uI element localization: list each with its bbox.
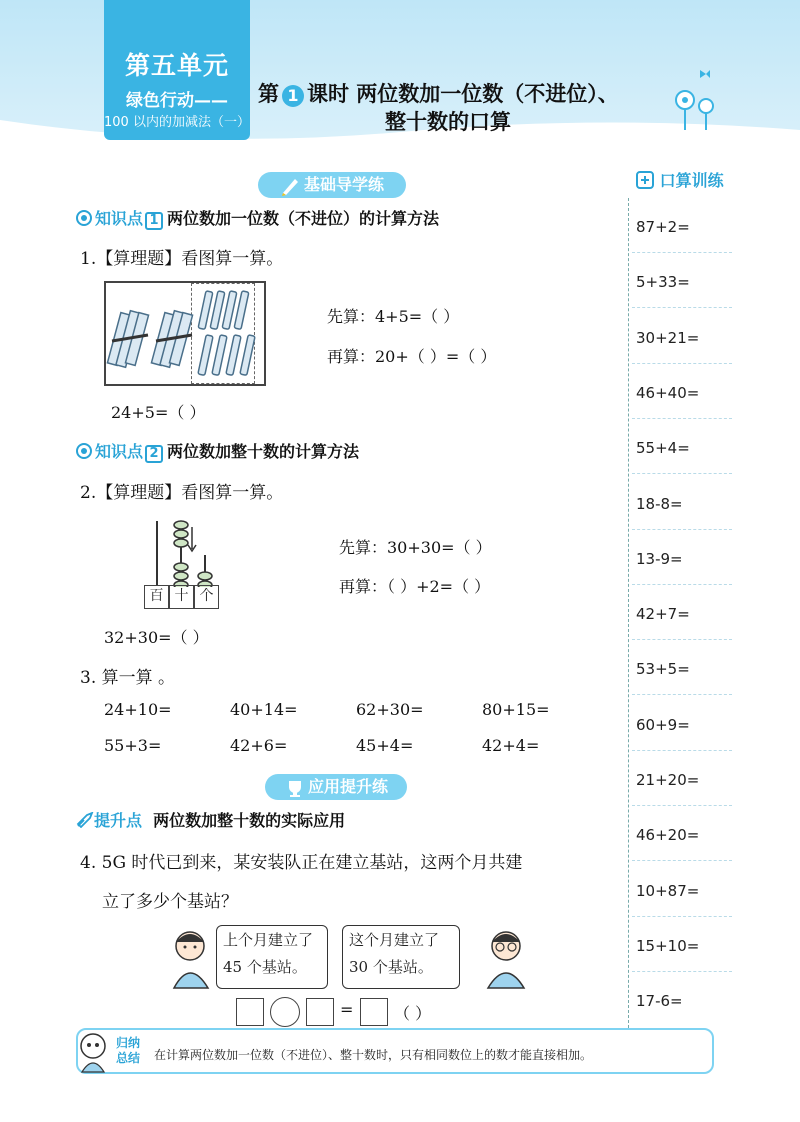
question-2-prompt: 2.【算理题】看图算一算。 bbox=[80, 483, 284, 503]
section-banner-application bbox=[265, 774, 407, 800]
oral-item: 18-8= bbox=[636, 494, 683, 513]
target-icon bbox=[76, 210, 92, 226]
question-4-line2: 立了多少个基站？ bbox=[102, 892, 238, 912]
oral-item: 55+4= bbox=[636, 439, 690, 458]
q3-exercise-item: 42+6= bbox=[230, 736, 288, 755]
abacus-place-label: 十 bbox=[169, 585, 194, 609]
knowledge-point-1 bbox=[76, 206, 439, 230]
oral-item: 46+40= bbox=[636, 383, 700, 402]
answer-unit-paren[interactable]: （ ） bbox=[394, 1004, 432, 1023]
oral-divider bbox=[632, 307, 732, 308]
oral-training-icon bbox=[636, 171, 654, 189]
equals-sign: = bbox=[340, 1000, 354, 1019]
q3-exercise-item: 40+14= bbox=[230, 700, 298, 719]
oral-divider bbox=[632, 916, 732, 917]
oral-divider bbox=[632, 860, 732, 861]
oral-item: 13-9= bbox=[636, 549, 683, 568]
oral-training-title bbox=[636, 168, 724, 191]
q2-first-step: 先算：30+30=（ ） bbox=[339, 538, 492, 557]
q3-exercise-item: 42+4= bbox=[482, 736, 540, 755]
boy-character-right bbox=[480, 928, 532, 990]
bubble-this-month-line1: 这个月建立了 bbox=[349, 931, 440, 949]
oral-divider bbox=[632, 363, 732, 364]
oral-item: 53+5= bbox=[636, 660, 690, 679]
question-4-line1: 4. 5G 时代已到来，某安装队正在建立基站，这两个月共建 bbox=[80, 853, 523, 873]
oral-item: 17-6= bbox=[636, 992, 683, 1011]
answer-box-2[interactable] bbox=[306, 998, 334, 1026]
q2-second-step: 再算：（ ）+2=（ ） bbox=[339, 577, 491, 596]
oral-item: 15+10= bbox=[636, 936, 700, 955]
q1-second-step: 再算：20+（ ）=（ ） bbox=[327, 347, 497, 366]
q3-exercise-item: 80+15= bbox=[482, 700, 550, 719]
summary-text: 在计算两位数加一位数（不进位）、整十数时，只有相同数位上的数才能直接相加。 bbox=[154, 1048, 593, 1062]
trophy-icon bbox=[284, 778, 306, 798]
section-title-basic: 基础导学练 bbox=[303, 175, 384, 194]
tip-text: 两位数加整十数的实际应用 bbox=[153, 811, 346, 830]
oral-training-label: 口算训练 bbox=[659, 171, 724, 190]
oral-item: 10+87= bbox=[636, 881, 700, 900]
unit-badge bbox=[104, 0, 250, 140]
target-icon bbox=[76, 443, 92, 459]
improvement-point bbox=[76, 808, 345, 831]
oral-item: 46+20= bbox=[636, 826, 700, 845]
oral-item: 87+2= bbox=[636, 218, 690, 236]
summary-tag bbox=[110, 1036, 146, 1066]
lesson-title-line2: 整十数的口算 bbox=[385, 110, 511, 134]
q1-first-step: 先算：4+5=（ ） bbox=[327, 307, 460, 326]
unit-subtitle-range: 100 以内的加减法（一） bbox=[104, 115, 250, 130]
oral-item: 30+21= bbox=[636, 328, 700, 347]
tip-tag: 提升点 bbox=[94, 811, 143, 830]
answer-box-result[interactable] bbox=[360, 998, 388, 1026]
unit-subtitle: 绿色行动—— bbox=[126, 91, 228, 111]
kp1-number: 1 bbox=[145, 212, 163, 230]
question-1-prompt: 1.【算理题】看图算一算。 bbox=[80, 249, 284, 269]
summary-tag-line1: 归纳 bbox=[115, 1036, 140, 1050]
speech-bubble-last-month bbox=[216, 925, 328, 989]
lesson-number-badge: 1 bbox=[282, 85, 304, 107]
q1-result: 24+5=（ ） bbox=[111, 403, 206, 422]
abacus-place-label: 百 bbox=[144, 585, 169, 609]
counting-sticks-illustration bbox=[106, 283, 264, 384]
mascot-icon bbox=[76, 1030, 110, 1074]
speech-bubble-this-month bbox=[342, 925, 460, 989]
oral-item: 21+20= bbox=[636, 771, 700, 789]
abacus-place-label: 个 bbox=[194, 585, 219, 609]
question-3-prompt: 3. 算一算 。 bbox=[80, 668, 176, 688]
answer-operator-circle[interactable] bbox=[270, 997, 300, 1027]
oral-divider bbox=[632, 694, 732, 695]
kp2-number: 2 bbox=[145, 445, 163, 463]
oral-item: 60+9= bbox=[636, 715, 690, 734]
oral-divider bbox=[632, 971, 732, 972]
section-banner-basic bbox=[258, 172, 406, 198]
oral-divider bbox=[632, 584, 732, 585]
kp2-text: 两位数加整十数的计算方法 bbox=[167, 442, 360, 461]
flower-icon bbox=[660, 60, 730, 130]
q3-exercise-item: 62+30= bbox=[356, 700, 424, 719]
oral-item: 5+33= bbox=[636, 273, 690, 292]
q3-exercise-item: 45+4= bbox=[356, 736, 414, 755]
q2-result: 32+30=（ ） bbox=[104, 628, 209, 647]
kp1-text: 两位数加一位数（不进位）的计算方法 bbox=[167, 209, 440, 228]
unit-title: 第五单元 bbox=[124, 51, 229, 80]
lesson-title bbox=[258, 78, 619, 108]
bubble-last-month-line2: 45 个基站。 bbox=[223, 958, 307, 976]
summary-tag-line2: 总结 bbox=[115, 1051, 140, 1065]
rocket-icon bbox=[76, 812, 94, 828]
oral-divider bbox=[632, 252, 732, 253]
q3-exercise-item: 24+10= bbox=[104, 700, 172, 719]
boy-character-left bbox=[166, 928, 216, 990]
kp2-tag: 知识点 bbox=[95, 442, 144, 461]
oral-divider bbox=[632, 805, 732, 806]
lesson-title-line1: 课时 两位数加一位数（不进位）、 bbox=[307, 82, 619, 106]
bubble-this-month-line2: 30 个基站。 bbox=[349, 958, 433, 976]
answer-box-1[interactable] bbox=[236, 998, 264, 1026]
section-title-application: 应用提升练 bbox=[307, 777, 388, 796]
oral-divider bbox=[632, 418, 732, 419]
oral-item: 42+7= bbox=[636, 605, 690, 624]
knowledge-point-2 bbox=[76, 439, 359, 463]
abacus-illustration bbox=[140, 515, 230, 587]
oral-divider bbox=[632, 750, 732, 751]
pencil-ruler-icon bbox=[280, 176, 302, 196]
lesson-prefix: 第 bbox=[258, 82, 279, 106]
oral-divider bbox=[632, 639, 732, 640]
oral-divider bbox=[632, 473, 732, 474]
kp1-tag: 知识点 bbox=[95, 209, 144, 228]
oral-column-divider bbox=[628, 198, 629, 1028]
oral-divider bbox=[632, 529, 732, 530]
bubble-last-month-line1: 上个月建立了 bbox=[223, 931, 314, 949]
q3-exercise-item: 55+3= bbox=[104, 736, 162, 755]
